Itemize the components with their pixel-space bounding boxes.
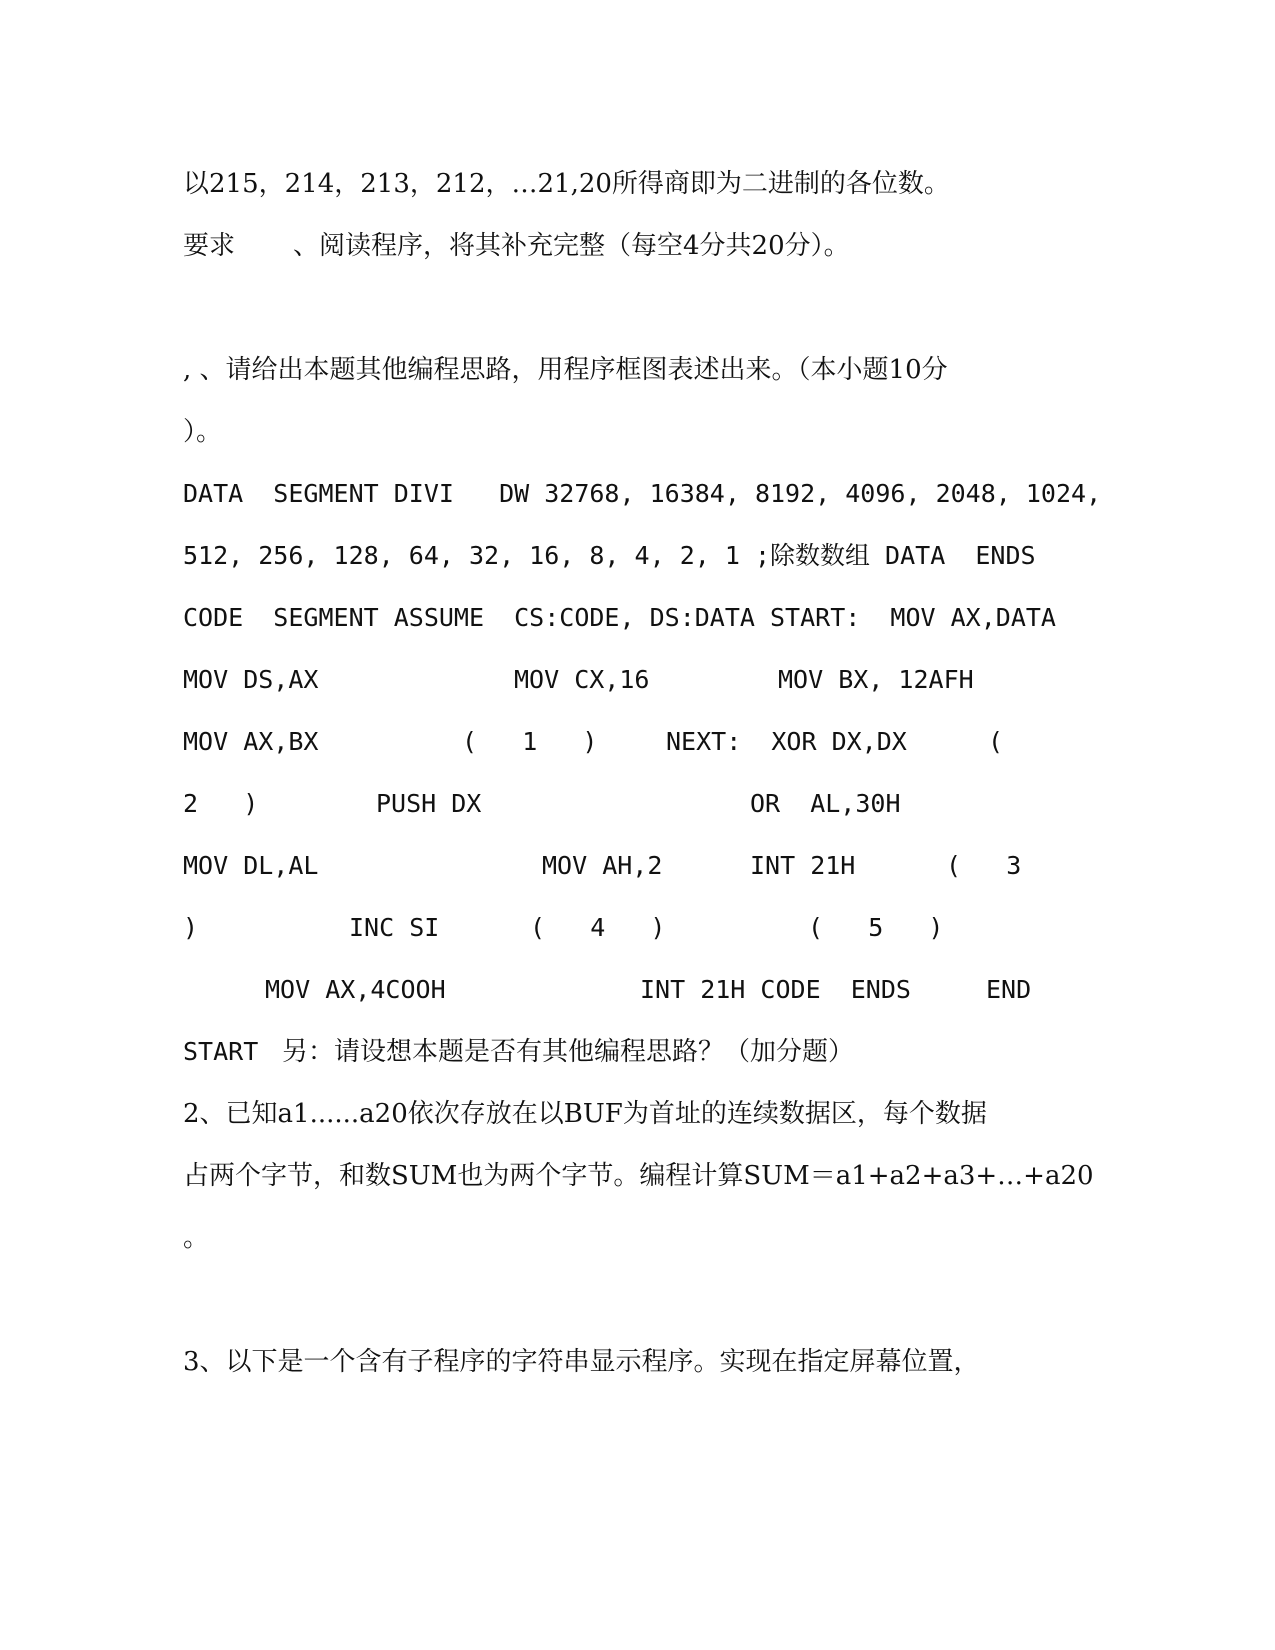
blank-5: ( 5 ) <box>808 913 944 942</box>
text-line <box>0 412 1275 452</box>
code-line <box>0 846 1275 886</box>
question-2-cont: 占两个字节，和数SUM也为两个字节。编程计算SUM＝a1+a2+a3+…+a20 <box>183 1161 1094 1191</box>
code-text: 512, 256, 128, 64, 32, 16, 8, 4, 2, 1 ;除数数组 DATA ENDS <box>183 541 1036 570</box>
code-text: DATA SEGMENT DIVI DW 32768, 16384, 8192, 4096, 2048, 1024, <box>183 479 1102 508</box>
code-text: MOV DL,AL <box>183 851 319 880</box>
code-line <box>0 474 1275 514</box>
code-line <box>0 598 1275 638</box>
blank-1: ( 1 ) <box>462 727 598 756</box>
question-flowchart: , 、请给出本题其他编程思路，用程序框图表述出来。（本小题10分 <box>183 355 948 385</box>
bonus-question: 另：请设想本题是否有其他编程思路？（加分题） <box>282 1037 855 1067</box>
text-line <box>0 350 1275 390</box>
code-text: OR AL,30H <box>750 789 901 818</box>
code-line <box>0 970 1275 1010</box>
code-text: MOV AX,BX <box>183 727 319 756</box>
text-line <box>0 1218 1275 1258</box>
code-text: MOV BX, 12AFH <box>778 665 974 694</box>
code-line <box>0 536 1275 576</box>
code-text: CODE SEGMENT ASSUME CS:CODE, DS:DATA START: MOV AX,DATA <box>183 603 1056 632</box>
code-text: MOV AH,2 <box>542 851 663 880</box>
code-text: INT 21H <box>750 851 856 880</box>
text-line <box>0 164 1275 204</box>
requirement-text: 、阅读程序，将其补充完整（每空4分共20分）。 <box>293 231 850 261</box>
code-text: INC SI <box>349 913 440 942</box>
question-2-end: 。 <box>183 1223 210 1253</box>
text-line <box>0 226 1275 266</box>
code-text: MOV DS,AX <box>183 665 319 694</box>
blank-3-open: ( 3 <box>946 851 1022 880</box>
code-line <box>0 784 1275 824</box>
text-line <box>0 1156 1275 1196</box>
blank-2-close: 2 ) <box>183 789 259 818</box>
blank-3-close: ) <box>183 913 199 942</box>
question-flowchart-end: ）。 <box>183 417 223 447</box>
sentence-binary-digits: 以215，214，213，212，…21,20所得商即为二进制的各位数。 <box>183 169 950 199</box>
code-line <box>0 660 1275 700</box>
code-text: NEXT: XOR DX,DX <box>666 727 907 756</box>
question-2: 2、已知a1......a20依次存放在以BUF为首址的连续数据区，每个数据 <box>183 1099 987 1129</box>
blank-2-open: ( <box>988 727 1004 756</box>
code-text: MOV AX,4COOH <box>265 975 446 1004</box>
code-text: START <box>183 1037 259 1066</box>
requirement-label: 要求 <box>183 231 236 261</box>
code-text: END <box>986 975 1032 1004</box>
text-line <box>0 1342 1275 1382</box>
code-text: INT 21H CODE ENDS <box>640 975 911 1004</box>
code-text: PUSH DX <box>376 789 482 818</box>
code-line <box>0 908 1275 948</box>
question-3: 3、以下是一个含有子程序的字符串显示程序。实现在指定屏幕位置， <box>183 1347 980 1377</box>
code-text: MOV CX,16 <box>514 665 650 694</box>
code-line <box>0 1032 1275 1072</box>
blank-4: ( 4 ) <box>530 913 666 942</box>
code-line <box>0 722 1275 762</box>
text-line <box>0 1094 1275 1134</box>
